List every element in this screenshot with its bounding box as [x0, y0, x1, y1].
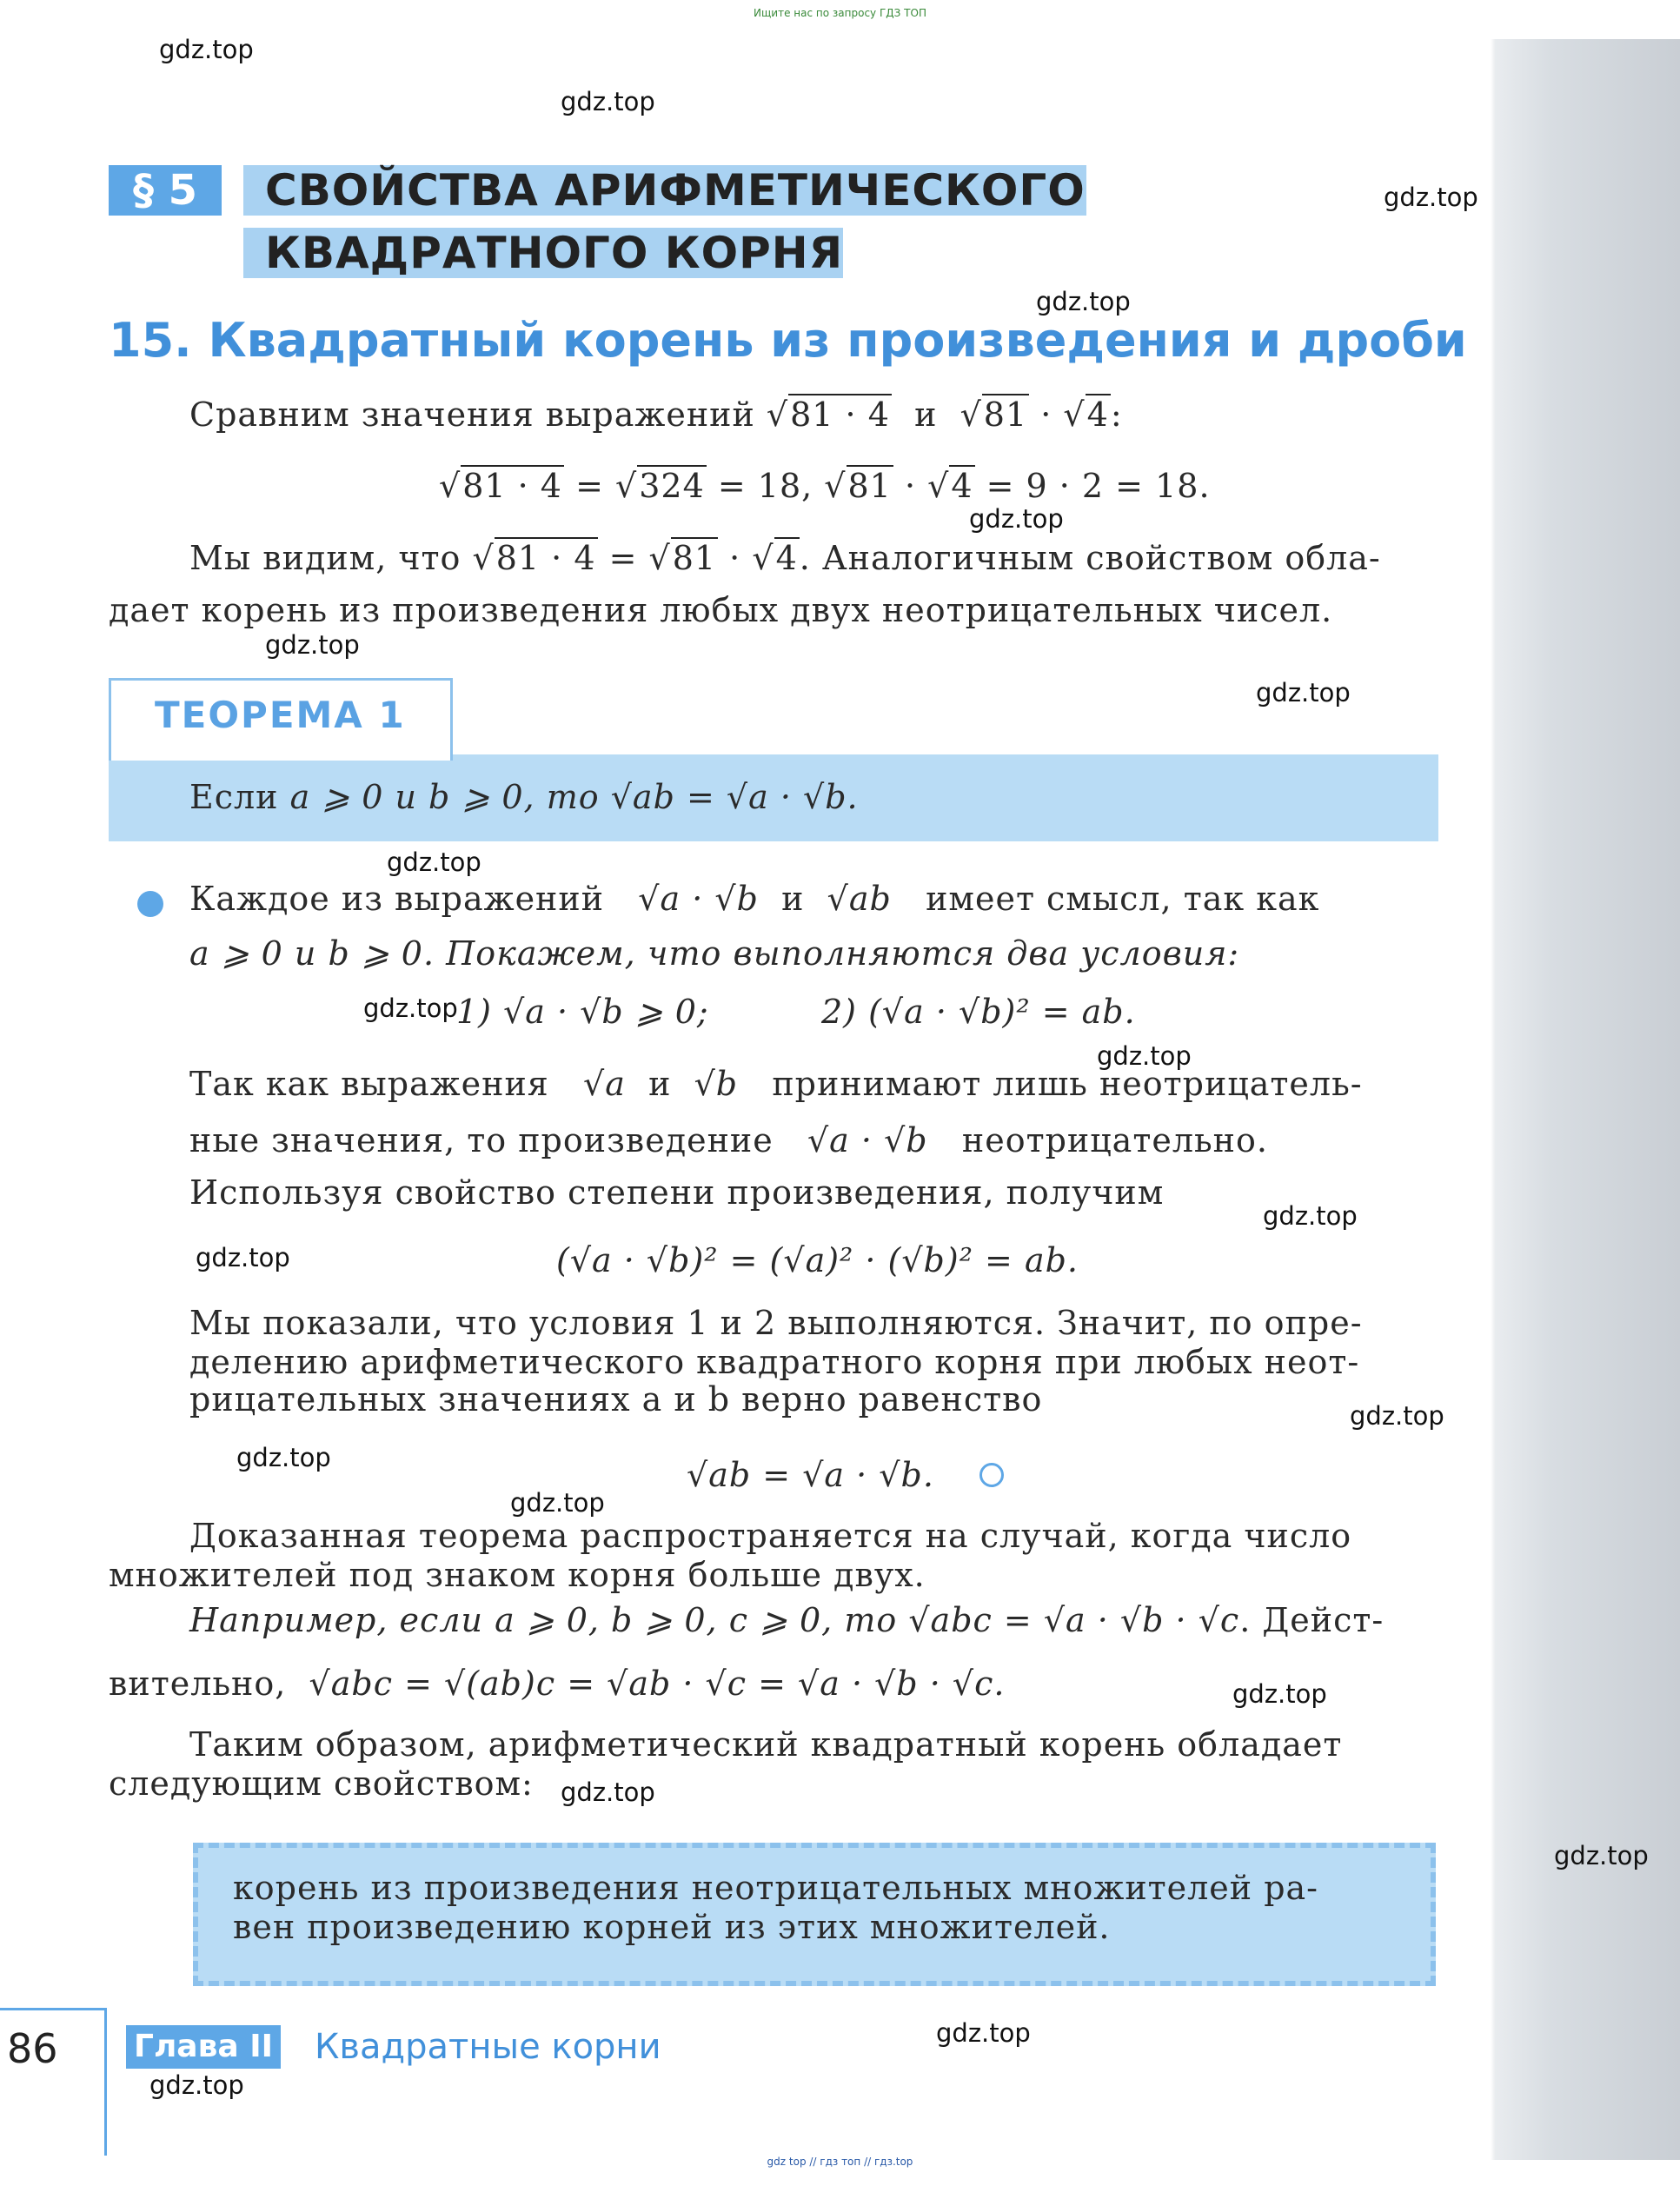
intro-line3: дает корень из произведения любых двух неотрицательных чисел. [109, 591, 1333, 629]
chapter-badge: Глава II [126, 2025, 281, 2069]
extension-line5: Таким образом, арифметический квадратный корень обладает [189, 1725, 1343, 1764]
intro-line1: Сравним значения выражений √81 · 4 и √81 · √4: [189, 395, 1123, 434]
text: ные значения, то произведение [189, 1121, 774, 1159]
watermark: gdz.top [196, 1243, 290, 1272]
radicand: 81 · 4 [462, 467, 562, 505]
watermark: gdz.top [1263, 1201, 1358, 1231]
watermark: gdz.top [236, 1443, 331, 1472]
extension-line3 [189, 1601, 1384, 1639]
proof-line5: Используя свойство степени произведения, получим [189, 1173, 1165, 1212]
text: = 18, [706, 467, 825, 505]
top-note: Ищите нас по запросу ГДЗ ТОП [754, 7, 926, 19]
proof-start-marker [137, 891, 163, 917]
text: · [893, 467, 928, 505]
text: Так как выражения [189, 1065, 549, 1103]
radicand: 4 [1086, 395, 1109, 434]
extension-line1: Доказанная теорема распространяется на случай, когда число [189, 1517, 1352, 1555]
page-number-rule [0, 2008, 104, 2010]
chapter-title: Квадратные корни [315, 2027, 661, 2067]
proof-condition-1: 1) √a · √b ⩾ 0; [456, 993, 709, 1031]
radicand: 4 [775, 539, 798, 577]
watermark: gdz.top [561, 1777, 655, 1807]
text: . Аналогичным свойством обла- [799, 539, 1381, 577]
section-title-line1: СВОЙСТВА АРИФМЕТИЧЕСКОГО [265, 165, 1086, 216]
watermark: gdz.top [1036, 287, 1131, 316]
text: Сравним значения выражений [189, 395, 755, 434]
section-badge: § 5 [109, 165, 222, 216]
watermark: gdz.top [387, 847, 481, 877]
text: принимают лишь неотрицатель- [772, 1065, 1363, 1103]
watermark: gdz.top [265, 630, 360, 660]
rule-line1: корень из произведения неотрицательных множителей ра- [233, 1869, 1319, 1907]
watermark: gdz.top [969, 504, 1064, 534]
text: и [648, 1065, 672, 1103]
section-title-line2: КВАДРАТНОГО КОРНЯ [265, 228, 844, 278]
radicand: 81 [672, 539, 717, 577]
watermark: gdz.top [1097, 1041, 1192, 1071]
proof-line7: делению арифметического квадратного корня при любых неот- [189, 1343, 1360, 1381]
extension-line4 [109, 1664, 1006, 1703]
proof-condition-2: 2) (√a · √b)² = ab. [821, 993, 1136, 1031]
text: Каждое из выражений [189, 880, 605, 918]
watermark: gdz.top [149, 2070, 244, 2100]
watermark: gdz.top [936, 2018, 1031, 2048]
text: Мы видим, что [189, 539, 462, 577]
proof-line2: a ⩾ 0 и b ⩾ 0. Покажем, что выполняются два условия: [189, 934, 1240, 973]
text: неотрицательно. [961, 1121, 1268, 1159]
proof-line4: ные значения, то произведение √a · √b неотрицательно. [189, 1121, 1268, 1159]
formula: √ab = √a · √b. [610, 778, 859, 816]
extension-line6: следующим свойством: [109, 1764, 534, 1803]
page-number: 86 [7, 2025, 58, 2072]
proof-line6: Мы показали, что условия 1 и 2 выполняются. Значит, по опре- [189, 1304, 1363, 1342]
watermark: gdz.top [1350, 1401, 1444, 1431]
text: вительно, [109, 1664, 287, 1703]
theorem-label: ТЕОРЕМА 1 [155, 694, 406, 736]
lesson-heading: 15. Квадратный корень из произведения и дроби [109, 313, 1467, 368]
watermark: gdz.top [363, 993, 458, 1023]
radicand: 81 [983, 395, 1028, 434]
text: Например, если a ⩾ 0, b ⩾ 0, c ⩾ 0, то [189, 1601, 898, 1639]
text: a ⩾ 0 и b ⩾ 0, то [289, 778, 600, 816]
proof-line1: Каждое из выражений √a · √b и √ab имеет смысл, так как [189, 880, 1320, 918]
text: и [914, 395, 938, 434]
watermark: gdz.top [1384, 183, 1478, 212]
text: Если [189, 778, 279, 816]
proof-final-formula: √ab = √a · √b. [687, 1456, 934, 1494]
theorem-statement [189, 778, 859, 816]
text: = [575, 467, 616, 505]
radicand: 4 [951, 467, 973, 505]
radicand: 81 [847, 467, 892, 505]
text: и [781, 880, 805, 918]
proof-line3: Так как выражения √a и √b принимают лишь неотрицатель- [189, 1065, 1363, 1103]
text: . Дейст- [1239, 1601, 1385, 1639]
intro-formula: √81 · 4 = √324 = 18, √81 · √4 = 9 · 2 = 18. [439, 467, 1211, 505]
text: имеет смысл, так как [926, 880, 1320, 918]
watermark: gdz.top [510, 1488, 605, 1518]
watermark: gdz.top [561, 87, 655, 116]
intro-line2: Мы видим, что √81 · 4 = √81 · √4. Аналогичным свойством обла- [189, 539, 1381, 577]
radicand: 324 [639, 467, 705, 505]
text: = 9 · 2 = 18. [974, 467, 1211, 505]
formula: √abc = √(ab)c = √ab · √c = √a · √b · √c. [309, 1664, 1006, 1703]
formula: √abc = √a · √b · √c [908, 1601, 1240, 1639]
proof-end-marker [979, 1463, 1004, 1487]
proof-power-formula: (√a · √b)² = (√a)² · (√b)² = ab. [556, 1241, 1079, 1279]
page-number-rule [104, 2008, 107, 2156]
proof-line8: рицательных значениях a и b верно равенство [189, 1380, 1043, 1419]
watermark: gdz.top [159, 35, 254, 64]
rule-line2: вен произведению корней из этих множителей. [233, 1908, 1111, 1946]
radicand: 81 · 4 [495, 539, 596, 577]
radicand: 81 · 4 [790, 395, 890, 434]
watermark: gdz.top [1256, 678, 1351, 708]
watermark: gdz.top [1554, 1841, 1649, 1870]
bottom-note: gdz top // гдз топ // гдз.top [767, 2156, 913, 2168]
extension-line2: множителей под знаком корня больше двух. [109, 1556, 926, 1594]
watermark: gdz.top [1232, 1679, 1327, 1709]
